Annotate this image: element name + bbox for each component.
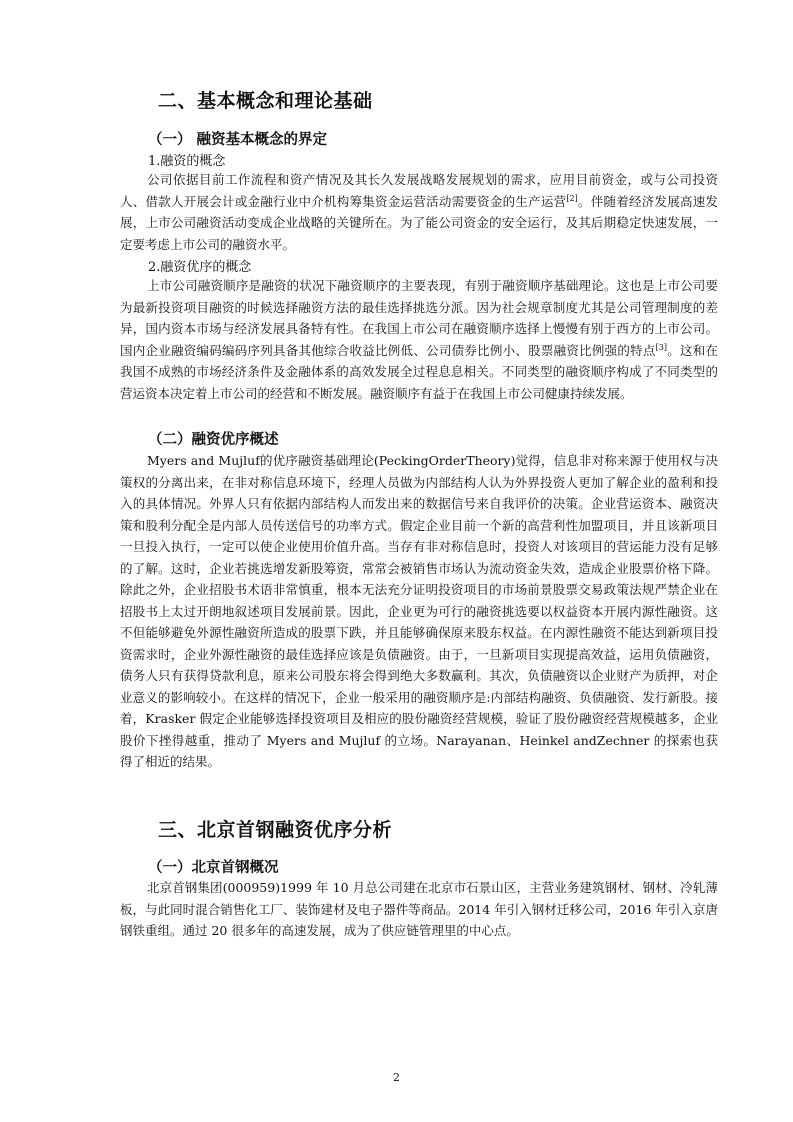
paragraph-pecking-order-overview: Myers and Mujluf的优序融资基础理论(PeckingOrderTheory)觉得，信息非对称来源于使用权与决策权的分离出来，在非对称信息环境下，经理人员做为内部结构人认为外界投资人更加了解企业的盈利和投入的具体情况。外界人只有依据内部结构人而发出来的数据信号来自我评价的决策。企业营运资本、融资决策和股利分配全是内部人员传送信号的功率方式。假定企业目前一个新的高营利性加盟项目，并且该新项目一旦投入执行，一定可以使企业使用价值升高。当存有非对称信息时，投资人对该项目的营运能力没有足够的了解。这时，企业若挑选增发新股筹资，常常会被销售市场认为流动资金失效，造成企业股票价格下降。除此之外，企业招股书术语非常慎重，根本无法充分证明投资项目的市场前景股票交易政策法规严禁企业在招股书上太过开朗地叙述项目发展前景。因此，企业更为可行的融资挑选要以权益资本开展内源性融资。这不但能够避免外源性融资所造成的股票下跌，并且能够确保原来股东权益。在内源性融资不能达到新项目投资需求时，企业外源性融资的最佳选择应该是负债融资。由于，一旦新项目实现提高效益，运用负债融资，债务人只有获得贷款利息，原来公司股东将会得到绝大多数赢利。其次，负债融资以企业财产为质押，对企业意义的影响较小。在这样的情况下，企业一般采用的融资顺序是:内部结构融资、负债融资、发行新股。接着，Krasker 假定企业能够选择投资项目及相应的股份融资经营规模，验证了股份融资经营规模越多，企业股价下挫得越重，推动了 Myers and Mujluf 的立场。Narayanan、Heinkel andZechner 的探索也获得了相近的结果。: [120, 453, 718, 769]
subsection-heading-2-1: （一） 融资基本概念的界定: [148, 132, 328, 148]
item-label-financing-concept: 1.融资的概念: [148, 154, 226, 169]
paragraph-text: 公司依据目前工作流程和资产情况及其长久发展战略发展规划的需求，应用目前资金，或与公司投资人、借款人开展会计或金融行业中介机构筹集资金运营活动需要资金的生产运营: [120, 172, 718, 209]
paragraph-financing-concept: [120, 169, 718, 255]
paragraph-text: 。这和在我国不成熟的市场经济条件及金融体系的高效发展全过程息息相关。不同类型的融资顺序构成了不同类型的营运资本决定着上市公司的经营和不断发展。融资顺序有益于在我国上市公司健康持续发展。: [120, 342, 718, 401]
subsection-heading-3-1: （一）北京首钢概况: [148, 860, 279, 876]
item-label-pecking-order-concept: 2.融资优序的概念: [148, 260, 252, 275]
paragraph-text: 上市公司融资顺序是融资的状况下融资顺序的主要表现，有别于融资顺序基础理论。这也是上市公司要为最新投资项目融资的时候选择融资方法的最佳选择挑选分派。因为社会规章制度尤其是公司管理制度的差异，国内资本市场与经济发展具备特有性。在我国上市公司在融资顺序选择上慢慢有别于西方的上市公司。国内企业融资编码编码序列具备其他综合收益比例低、公司债券比例小、股票融资比例强的特点: [120, 278, 718, 358]
paragraph-pecking-order-concept: [120, 275, 718, 404]
section-heading-2: 二、基本概念和理论基础: [158, 90, 373, 112]
subsection-heading-2-2: （二）融资优序概述: [148, 432, 279, 448]
paragraph-shougang-overview: 北京首钢集团(000959)1999 年 10 月总公司建在北京市石景山区，主营业务建筑钢材、钢材、冷轧薄板，与此同时混合销售化工厂、装饰建材及电子器件等商品。2014 年引入钢材迁移公司，2016 年引入京唐钢铁重组。通过 20 很多年的高速发展，成为了供应链管理里的中心点。: [120, 880, 718, 938]
section-heading-3: 三、北京首钢融资优序分析: [158, 819, 393, 841]
citation-ref: [2]: [566, 193, 578, 203]
page-number: 2: [393, 1071, 400, 1084]
citation-ref: [3]: [655, 342, 667, 352]
paragraph-text: 。伴随着经济发展高速发展，上市公司融资活动变成企业战略的关键所在。为了能公司资金的安全运行，及其后期稳定快速发展，一定要考虑上市公司的融资水平。: [120, 193, 718, 252]
